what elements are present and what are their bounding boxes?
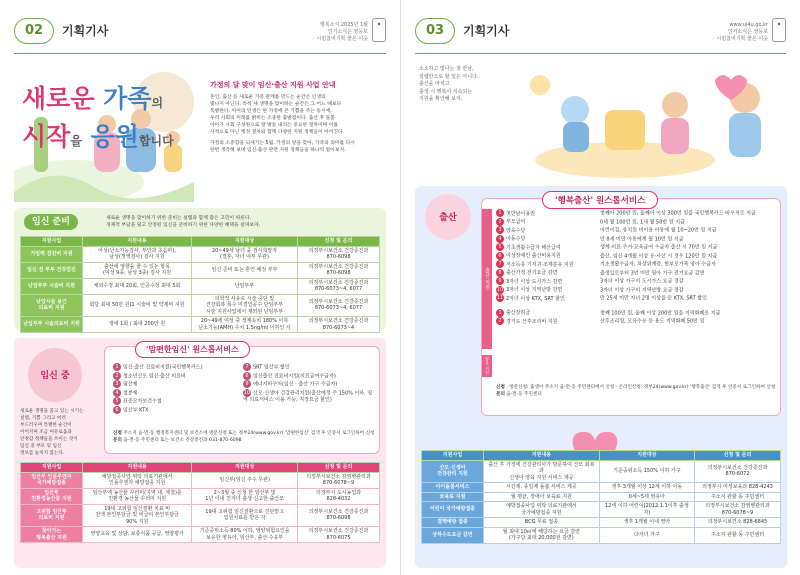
list-item: 1 임신·출산 진료비지원(국민행복카드) (113, 363, 241, 372)
cell: 0세~5세 영유아 (599, 492, 694, 502)
headline-word: 응원 (90, 122, 139, 151)
page-header (415, 8, 786, 54)
prep-section (14, 208, 386, 330)
cell: 생애 1회 / 최대 200만 원 (83, 317, 192, 333)
table-row (21, 246, 380, 262)
list-item: 4 철분제 (113, 389, 241, 398)
cell: 보육료 지원 (422, 492, 484, 502)
headline-word: 가족 (103, 84, 152, 113)
list-item: 10 3자녀 이상 지역난방 감면 3자녀 이상 가구의 지역난방 요금 경감 (496, 286, 684, 293)
apply-label: 신청 (113, 431, 122, 436)
side-label: 출산 지원 (482, 209, 492, 349)
apply-text: 주소지 읍·면·동 행정복지센터 및 보건소에 방문신청 또는 정부24(www.gov.kr) '맘편한임신' 검색 후 인증서 로그인하여 신청 (123, 431, 375, 436)
list-item: 5 기초생활수급자 해산급여 생계·의료·주거·교육급여 수급자 출산 시 70만 원 지급 (496, 243, 778, 252)
headline-word: 새로운 (22, 84, 95, 113)
cell: 난임시술 용인 의료비 지원 (21, 294, 83, 317)
meta-line: 인기소식은 영등포 (327, 29, 368, 35)
header-meta (317, 22, 368, 43)
col-header: 지원대상 (599, 451, 694, 461)
headline-particle: 을 (70, 134, 82, 148)
preg-section (14, 338, 386, 568)
cell: 생후 1개월 이내 영아 (599, 518, 694, 528)
page-number: 02 (14, 18, 54, 44)
cell: 의정부시보건소 건강증진과 870-6075 (298, 527, 380, 543)
headline-word: 시작 (22, 122, 71, 151)
cell: 의학적 사유로 시술 중단 및 건강회복 목수 미결인공수 단임부부 시술 지원사업에서 제외된 난임부부 (192, 294, 298, 317)
contact-label: 문의 (496, 391, 505, 397)
cell: 월 평균, 장애아 보육료 지원 (484, 492, 600, 502)
prep-desc: 새로운 생명을 맞이하기 위한 준비는 설렘과 함께 많은 고민이 따른다. 경제적 부담을 덜고 안정된 임신을 준비하기 위한 다양한 혜택을 살펴보자. (106, 216, 261, 228)
birth-hero (415, 60, 787, 180)
cell: 기준중위소득 150% 이하 가구 (599, 460, 694, 483)
cell: 주소지 관할 동 주민센터 (695, 527, 781, 543)
list-item: 1 첫만남이용권 첫째아 200만 원, 둘째아 이상 300만 원을 국민행복카드 바우처로 지급 (496, 209, 778, 218)
cell: 임산부 인플루엔자 국가예방접종 (21, 472, 83, 488)
table-row (21, 262, 380, 278)
birth-items (496, 209, 778, 326)
cell: 출산에 영향을 줄 수 있는 항목 (여성 9종, 남성 3종) 검사 지원 (83, 262, 192, 278)
cell: 체외수정 최대 20회, 인공수정 최대 5회 (83, 278, 192, 294)
cell: 의정부시보건소 건강증진과 870-6073~4 (298, 317, 380, 333)
meta-line: 행복소식 2025년 1월 (319, 22, 368, 28)
col-header: 지원사업 (21, 463, 83, 473)
cell: 의정부시 도시농업과 828-4032 (298, 488, 380, 504)
preg-service (104, 346, 380, 454)
page-header (14, 8, 386, 54)
list-item: 10 산모·신생아 건강관리지원(출산예정 주 150% 이하, 영역 의료서비스 이용 가능, 직장요금 할인) (243, 389, 373, 403)
intro-paragraph: 가정의 소중함을 되새기는 5월, 가정의 달을 맞아, 가족의 의미를 다시 한번 생각해 보며 임신·출산 관련 지원 정책들을 하나씩 알아보자. (210, 141, 355, 153)
service-apply (496, 385, 778, 398)
table-row (422, 502, 781, 518)
meta-line: 시민참여기획 좋은 이웃 (716, 36, 768, 42)
col-header: 신청 및 문의 (695, 451, 781, 461)
cell: 어린이 국가예방접종 (422, 502, 484, 518)
col-header: 지원내용 (484, 451, 600, 461)
cell: 월 최대 10㎥에 해당하는 요금 감면 (가구당 최대 20,000원 감면) (484, 527, 600, 543)
list-item: 4 아동수당 만 8세 미만 아동에게 월 10만 원 지급 (496, 235, 778, 244)
cell: 의정부시보건소 건강증진과 870-6098 (298, 504, 380, 527)
headline-particle: 합니다 (138, 134, 174, 148)
list-item: 9 3자녀 이상 도시가스 감면 3자녀 이상 가구의 도시가스 요금 경감 (496, 277, 778, 286)
list-item: 3 엽산제 (113, 380, 241, 389)
cell: 임산부 친환경농산물 지원 (21, 488, 83, 504)
col-header: 지원대상 (192, 237, 298, 247)
birth-service (481, 198, 781, 416)
cell: 19대 고위험 임신질환 치료 비 전액 본인부담금 및 비급여 본인부담금 90% 지원 (83, 504, 192, 527)
col-header: 지원내용 (83, 463, 192, 473)
service-list-left (113, 363, 241, 414)
list-item: 8 임신출산 진료비지원(의료급여수급자) (243, 372, 375, 381)
cell: 출산 후 가정에 건강관리사가 방문하여 산모 회복과 신생아 양육 지원 서비스 제공 (484, 460, 600, 483)
cell: 찾아가는 행복출산 지원 (21, 527, 83, 543)
cell: 20~49세 여성 중 정계속치 180% 이하 난소기능(AMH) 수치 1.5ng/ml 이하인 자 (192, 317, 298, 333)
service-title: '맘편한임신' 원스톱서비스 (135, 341, 250, 358)
list-item: 6 여성장애인 출산비용지원 출산, 임신 4개월 이상 유·사산 시 경우 120만 원 지급 (496, 252, 778, 261)
hero-headline (22, 82, 174, 158)
contact-text: 읍·면·동 주민센터 (506, 391, 542, 397)
preg-title: 임신 중 (40, 371, 70, 381)
birth-section (415, 186, 787, 568)
cell: 임산부에 농산물 꾸러미(지역 내, 제철)를 친환경 농산물 꾸러미 지원 (83, 488, 192, 504)
cell: 예방접종사업 위탁 의료기관에서 국가예방접종 지원 (484, 502, 600, 518)
list-item: 5 표준모자보건수첩 (113, 397, 241, 406)
page-number: 03 (415, 18, 455, 44)
table-header-row (21, 237, 380, 247)
cell: 12세 이하 어린이(2012.1.1이후 출생자) (599, 502, 694, 518)
table-row (422, 460, 781, 483)
table-row (422, 518, 781, 528)
birth-intro: 소소하고 빛나는 첫 만남, 설렘만으로 할 일은 아니다. 출산을 마치고 출생 시 행복이 지속되는 지원을 확인해 보자. (419, 66, 479, 102)
birth-title: 출산 (439, 213, 457, 223)
cell: 가임력 검진비 지원 (21, 246, 83, 262)
contact-text: 읍·면·동 주민센터 또는 보건소 건강증진과 031-870-6098 (123, 437, 242, 443)
cell: 의정부시보건소 감염병관리과 870-6078~9 (695, 502, 781, 518)
meta-line: 시민참여기획 좋은 이웃 (316, 36, 368, 42)
section-title: 기획기사 (62, 24, 109, 38)
cell: 난임부부 시술비 지원 (21, 278, 83, 294)
cell: 임신 준비 또는 혼인 예정 부부 (192, 262, 298, 278)
col-header: 지원내용 (83, 237, 192, 247)
prep-table (20, 236, 380, 333)
intro-box (210, 80, 386, 154)
list-item: 6 임산부 KTX (113, 406, 241, 415)
table-row (422, 527, 781, 543)
cell: 의정부시 여성보육과 828-4243 (695, 483, 781, 493)
table-header-row (422, 451, 781, 461)
intro-title: 가정의 달 맞이 임신·출산 지원 사업 안내 (210, 81, 336, 89)
table-row (422, 483, 781, 493)
cell: 임신 전 부부 건강검진 (21, 262, 83, 278)
list-item: 2 부모급여 0세 월 100만 원, 1세 월 50만 원 지급 (496, 218, 778, 227)
preg-table (20, 462, 380, 543)
list-item: 7 SRT 임산부 할인 (243, 363, 375, 372)
col-header: 신청 및 문의 (298, 237, 380, 247)
headline-particle: 의 (151, 96, 164, 110)
table-row (21, 488, 380, 504)
table-header-row (21, 463, 380, 473)
service-title: '행복출산' 원스톱서비스 (542, 191, 658, 209)
cell: 주소지 관할 동 주민센터 (695, 492, 781, 502)
contact-label: 문의 (113, 437, 122, 443)
table-row (21, 294, 380, 317)
table-row (21, 527, 380, 543)
table-row (21, 278, 380, 294)
meta-line: www.ui4u.go.kr (729, 22, 768, 28)
cell: 고위험 임산부 의료비 지원 (21, 504, 83, 527)
cell: 의정부시보건소 건강증진과 870-6098 (298, 246, 380, 262)
preg-desc: 새로운 생명을 품고 있는 시기는 설렘, 기쁨 그리고 여러 부드러우며 특별한 순간이 이어지며 조금 여유로움과 안정감 정책들을 쓰이는 것이 임신 중 부모 및 임신 정보를 놓치지 않는다. (20, 409, 84, 456)
cell: 난임부부 시술의료비 지원 (21, 317, 83, 333)
prep-title: 임신 준비 (24, 214, 78, 230)
cell: 2~3월 중 신청 한 임산부 및 1년 이내 친자녀 출생 신고한 출산모 (192, 488, 298, 504)
section-title: 기획기사 (463, 24, 510, 38)
city-logo-icon: ◆ (772, 18, 786, 42)
intro-paragraph: 혼인, 출산 등 새로운 가족 관계를 만드는 순간은 인생의 빛나지 아닌다. 특히 새 생명을 맞이하는 순간은 그 어느 때보다 특별한다. 아이의 탄생은 한 가정에 큰 기쁨을 주는 동시에, 우리 사회의 미래를 밝히는 소중한 출발점이다. 출산 후 돌봄 아이가 사회 구성원으로 잘 발돋 내리는 중요한 절차이며 이를 사적으로 아닌 행정 절차와 함께 다양한 지원 정책들이 이어진다. (210, 95, 345, 135)
meta-line: 인기소식은 영등포 (727, 29, 768, 35)
cell: 생후 3개월 이상 12세 이하 아동 (599, 483, 694, 493)
birth-table (421, 450, 781, 544)
cell: 기준중위소득 80% 이하, 영양위험요인을 보유한 영유아, 임산부, 출산·수유부 (192, 527, 298, 543)
cell: 산모·신생아 건강관리 지원 (422, 460, 484, 483)
list-item: 7 저소득층 기저귀·조제분유 지원 기초생활수급자, 차상위계층, 한부모가족 영아 수급자 (496, 260, 778, 269)
side-label: 양육 지원 (482, 355, 492, 377)
hero (14, 62, 386, 202)
table-row (21, 472, 380, 488)
cell: 결핵예방 접종 (422, 518, 484, 528)
cell: 아이돌봄서비스 (422, 483, 484, 493)
right-page (400, 0, 800, 575)
apply-label: 신청 (496, 385, 505, 390)
cell: 의정부시보건소 건강증진과 870-6098 (298, 262, 380, 278)
cell: 19대 고위험 임신질환으로 진단받고 입원치료를 받은 자 (192, 504, 298, 527)
cell: 상하수도요금 감면 (422, 527, 484, 543)
table-row (422, 492, 781, 502)
list-item: 11 2자녀 이상 KTX, SRT 할인 만 25세 미만 자녀 2명 이상을 둔 KTX, SRT 할인 (496, 295, 707, 302)
table-row (21, 317, 380, 333)
cell: 난임부부 (192, 278, 298, 294)
list-item: 2 청소년산모 임신·출산 의료비 (113, 372, 241, 381)
cell: 임신부(임신 주수 무관) (192, 472, 298, 488)
col-header: 지원대상 (192, 463, 298, 473)
col-header: 지원사업 (422, 451, 484, 461)
cell: 예방접종사업 위탁 의료기관에서 인플루엔자 예방접종 지원 (83, 472, 192, 488)
cell: 20~49세 남녀 중 검사희망자 (결혼, 자녀 여부 무관) (192, 246, 298, 262)
service-list-right (243, 363, 375, 404)
cell: 시간제, 종일제 돌봄 서비스 제공 (484, 483, 600, 493)
list-item: 2 경기도 산후조리비 지원 산후조리원, 모유수유 등 용도 지역화폐 50만 원 (496, 317, 778, 326)
cell: 의정부시보건소 건강증진과 870-6073~4, 6077 (298, 294, 380, 317)
cell: 다자녀 가구 (599, 527, 694, 543)
cell: 영양교육 및 상담, 보충식품 공급, 영양평가 (83, 527, 192, 543)
city-logo-icon: ◆ (372, 18, 386, 42)
col-header: 신청 및 문의 (298, 463, 380, 473)
list-item: 1 출산장려금 첫째 100만 원, 둘째 이상 200만 원을 지역화폐로 지급 (496, 309, 778, 318)
list-item: 3 양육수당 어린이집, 유치원 미이용 아동에 월 10~20만 원 지급 (496, 226, 778, 235)
cell: 회당 최대 50만 원(1 시술비 및 약제비 지원 (83, 294, 192, 317)
cell: 의정부시보건소 건강증진과 870-6072 (695, 460, 781, 483)
header-meta (717, 22, 768, 43)
birth-illustration (515, 60, 785, 180)
col-header: 지원사업 (21, 237, 83, 247)
cell: 의정부시보건소 감염병관리과 870-6078~9 (298, 472, 380, 488)
cell: 의정부시보건소 건강증진과 870-6073~4, 6077 (298, 278, 380, 294)
service-apply (113, 431, 375, 444)
cell: 의정부시보건소 828-6845 (695, 518, 781, 528)
list-item: 9 에너지바우처(임신 · 출산 가구 수급자) (243, 380, 375, 389)
apply-text: · 방문신청: 출생아 주소지 읍·면·동 주민센터에서 신청 · 온라인신청: 정부24(www.gov.kr) '행복출산' 검색 후 인증서 로그인하여 신청 (506, 385, 776, 390)
table-row (21, 504, 380, 527)
cell: BCG 무료 접종 (484, 518, 600, 528)
list-item: 8 출산가정 전기요금 감면 출생일로부터 3년 미만 영아 가구 전기요금 감면 (496, 269, 778, 278)
cell: 여성(난소기능검사, 부인과 초음파), 남성(정액검사) 검사 지원 (83, 246, 192, 262)
